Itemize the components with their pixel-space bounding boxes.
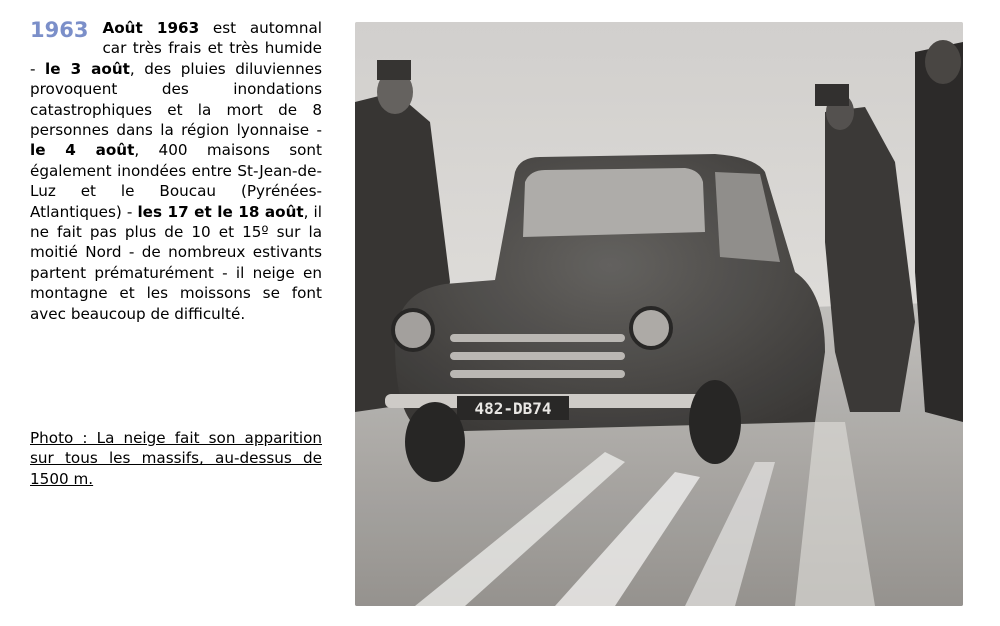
historic-photo [355,22,963,606]
article-text [30,18,322,324]
text-segment-bold: Août 1963 [102,19,200,37]
text-segment: est automnal car très frais et très humide - [30,19,322,78]
photo-illustration [355,22,963,606]
text-segment: , 400 maisons sont également inondées entre St-Jean-de-Luz et le Boucau (Pyrénées-Atlantiques) - [30,141,323,221]
photo-grain [355,22,963,606]
text-segment: , il ne fait pas plus de 10 et 15º sur la moitié Nord - de nombreux estivants partent prématurément - il neige en montagne et les moissons se font avec beaucoup de difficulté. [30,202,322,323]
photo-caption: Photo : La neige fait son apparition sur tous les massifs, au-dessus de 1500 m. [30,429,322,488]
text-segment-bold: le 4 août [30,141,135,160]
text-segment-bold: les 17 et le 18 août [137,202,304,221]
text-segment: , des pluies diluviennes provoquent des inondations catastrophiques et la mort de 8 personnes dans la région lyonnaise - [30,59,323,140]
license-plate-text: 482-DB74 [474,399,552,418]
year-heading: 1963 [30,18,89,42]
article-body [30,19,322,323]
text-segment-bold: le 3 août [45,59,130,78]
